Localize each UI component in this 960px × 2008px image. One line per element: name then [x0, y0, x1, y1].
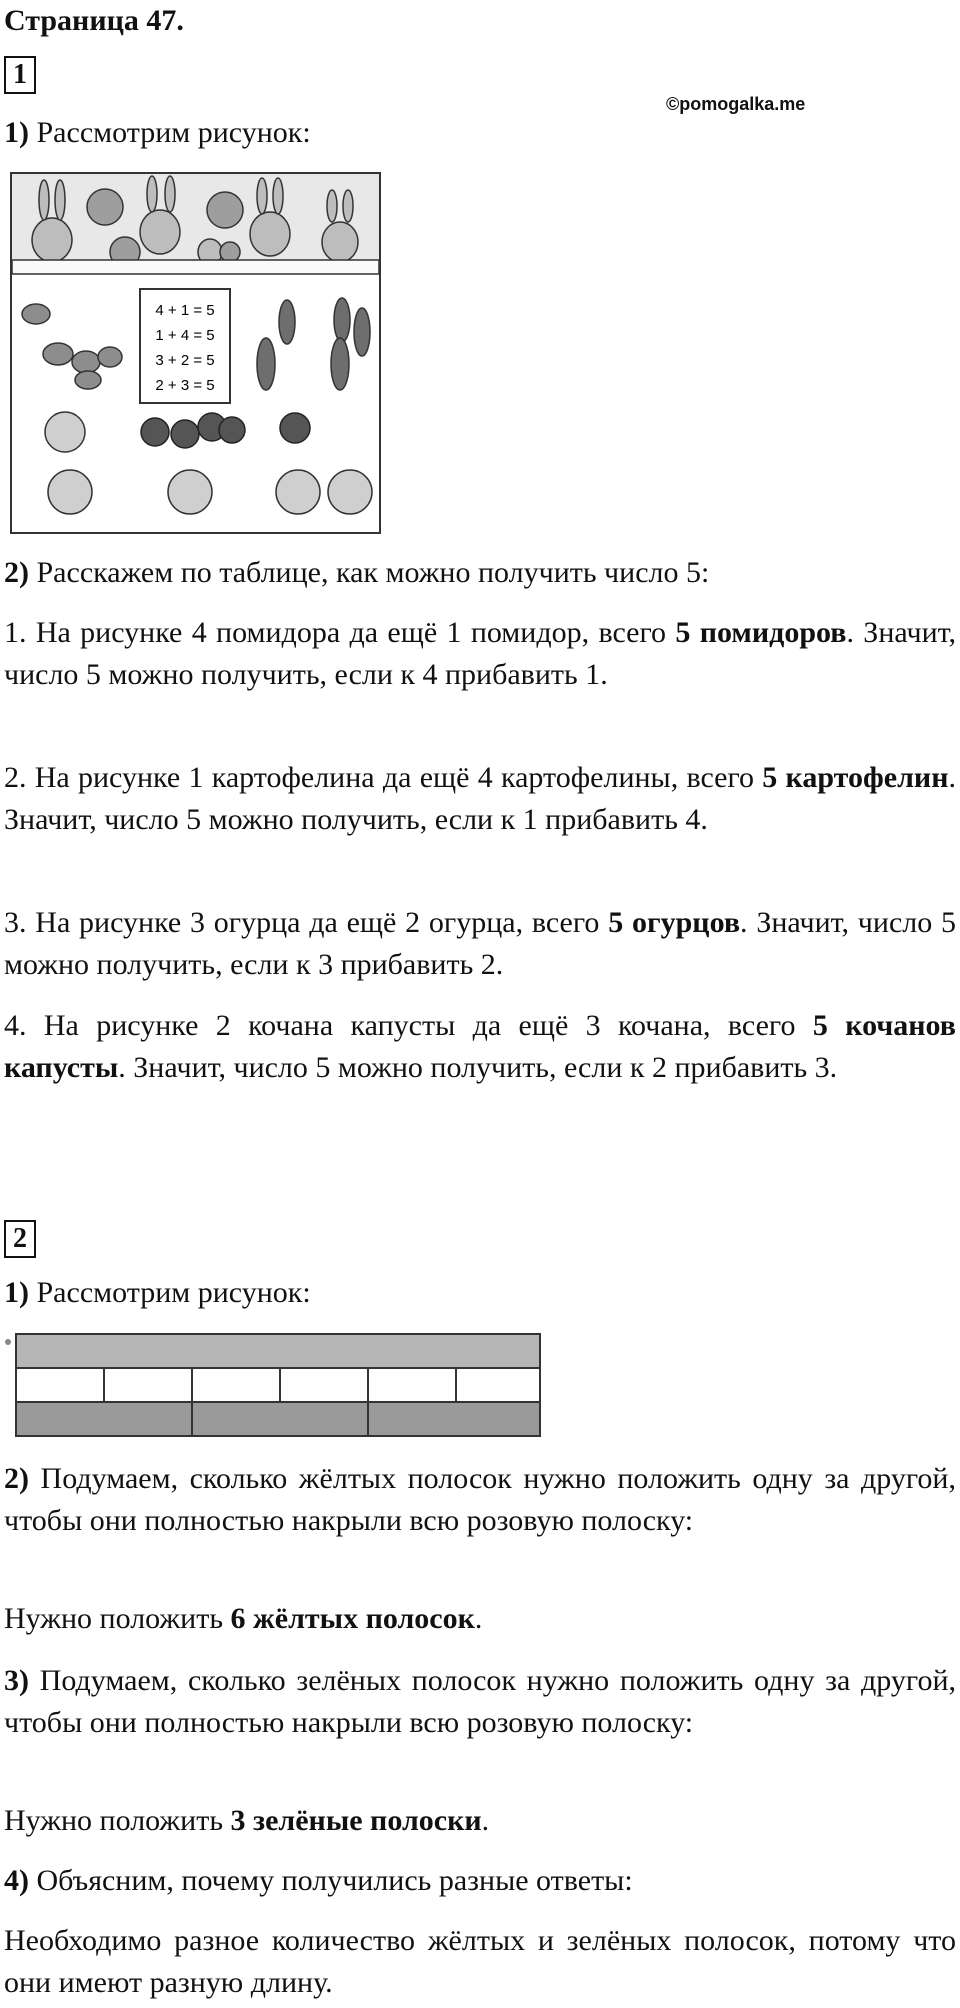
rabbits-scene — [12, 174, 379, 274]
equation-3: 3 + 2 = 5 — [155, 352, 215, 369]
step-text: Подумаем, сколько жёлтых полосок нужно положить одну за другой, чтобы они полностью накрыли всю розовую полоску: — [4, 1462, 956, 1537]
step-number: 4) — [4, 1864, 29, 1897]
pink-strip — [16, 1334, 540, 1368]
step-number: 1) — [4, 1276, 29, 1309]
task2-answer2 — [4, 1598, 956, 1640]
step-text: Рассмотрим рисунок: — [29, 1276, 311, 1309]
green-strips — [16, 1402, 540, 1436]
task1-item-3 — [4, 902, 956, 986]
item-bold: 5 кочанов капусты — [4, 1009, 956, 1084]
task1-item-4 — [4, 1005, 956, 1089]
step-number: 2) — [4, 556, 29, 589]
item-text: 4. На рисунке 2 кочана капусты да ещё 3 кочана, всего — [4, 1009, 813, 1042]
strips-figure — [4, 1330, 544, 1442]
answer-text: . — [481, 1804, 490, 1837]
answer-bold: 3 зелёные полоски — [230, 1804, 482, 1837]
task2-step1 — [4, 1272, 956, 1314]
task1-item-2 — [4, 757, 956, 841]
step-text: Рассмотрим рисунок: — [29, 116, 311, 149]
item-bold: 5 помидоров — [675, 616, 847, 649]
answer-bold: 6 жёлтых полосок — [230, 1602, 475, 1635]
item-text: . Значит, число 5 можно получить, если к 1 прибавить 4. — [4, 761, 956, 836]
item-text: . Значит, число 5 можно получить, если к 4 прибавить 1. — [4, 616, 956, 691]
watermark: ©pomogalka.me — [666, 94, 806, 114]
equation-4: 2 + 3 = 5 — [155, 377, 215, 394]
step-text: Объясним, почему получились разные ответы: — [29, 1864, 633, 1897]
task1-step1 — [4, 112, 956, 154]
task1-item-1 — [4, 612, 956, 696]
yellow-strips — [16, 1368, 540, 1402]
step-number: 1) — [4, 116, 29, 149]
step-text: Подумаем, сколько зелёных полосок нужно положить одну за другой, чтобы они полностью накрыли всю розовую полоску: — [4, 1664, 956, 1739]
answer-text: Нужно положить — [4, 1804, 231, 1837]
answer-text: . — [474, 1602, 483, 1635]
task2-step3 — [4, 1660, 956, 1744]
vegetables-figure — [10, 172, 381, 534]
item-text: 2. На рисунке 1 картофелина да ещё 4 картофелины, всего — [4, 761, 763, 794]
dot-marker — [5, 1339, 11, 1345]
step-number: 3) — [4, 1664, 29, 1697]
item-text: 3. На рисунке 3 огурца да ещё 2 огурца, всего — [4, 906, 609, 939]
answer-text: Нужно положить — [4, 1602, 231, 1635]
item-text: . Значит, число 5 можно получить, если к 2 прибавить 3. — [118, 1051, 838, 1084]
page-title: Страница 47. — [4, 4, 184, 37]
item-text: . Значит, число 5 можно получить, если к 3 прибавить 2. — [4, 906, 957, 981]
task-number-1: 1 — [4, 56, 36, 94]
task-number-2: 2 — [4, 1220, 36, 1258]
equation-1: 4 + 1 = 5 — [155, 302, 215, 319]
item-text: 1. На рисунке 4 помидора да ещё 1 помидор, всего — [4, 616, 676, 649]
task2-step2 — [4, 1458, 956, 1542]
task1-step2 — [4, 552, 956, 594]
task2-conclusion: Необходимо разное количество жёлтых и зелёных полосок, потому что они имеют разную длину. — [4, 1924, 956, 1999]
item-bold: 5 огурцов — [608, 906, 741, 939]
step-number: 2) — [4, 1462, 29, 1495]
item-bold: 5 картофелин — [762, 761, 949, 794]
equation-2: 1 + 4 = 5 — [155, 327, 215, 344]
task2-answer3 — [4, 1800, 956, 1842]
task2-step4 — [4, 1860, 956, 1902]
step-text: Расскажем по таблице, как можно получить число 5: — [29, 556, 710, 589]
